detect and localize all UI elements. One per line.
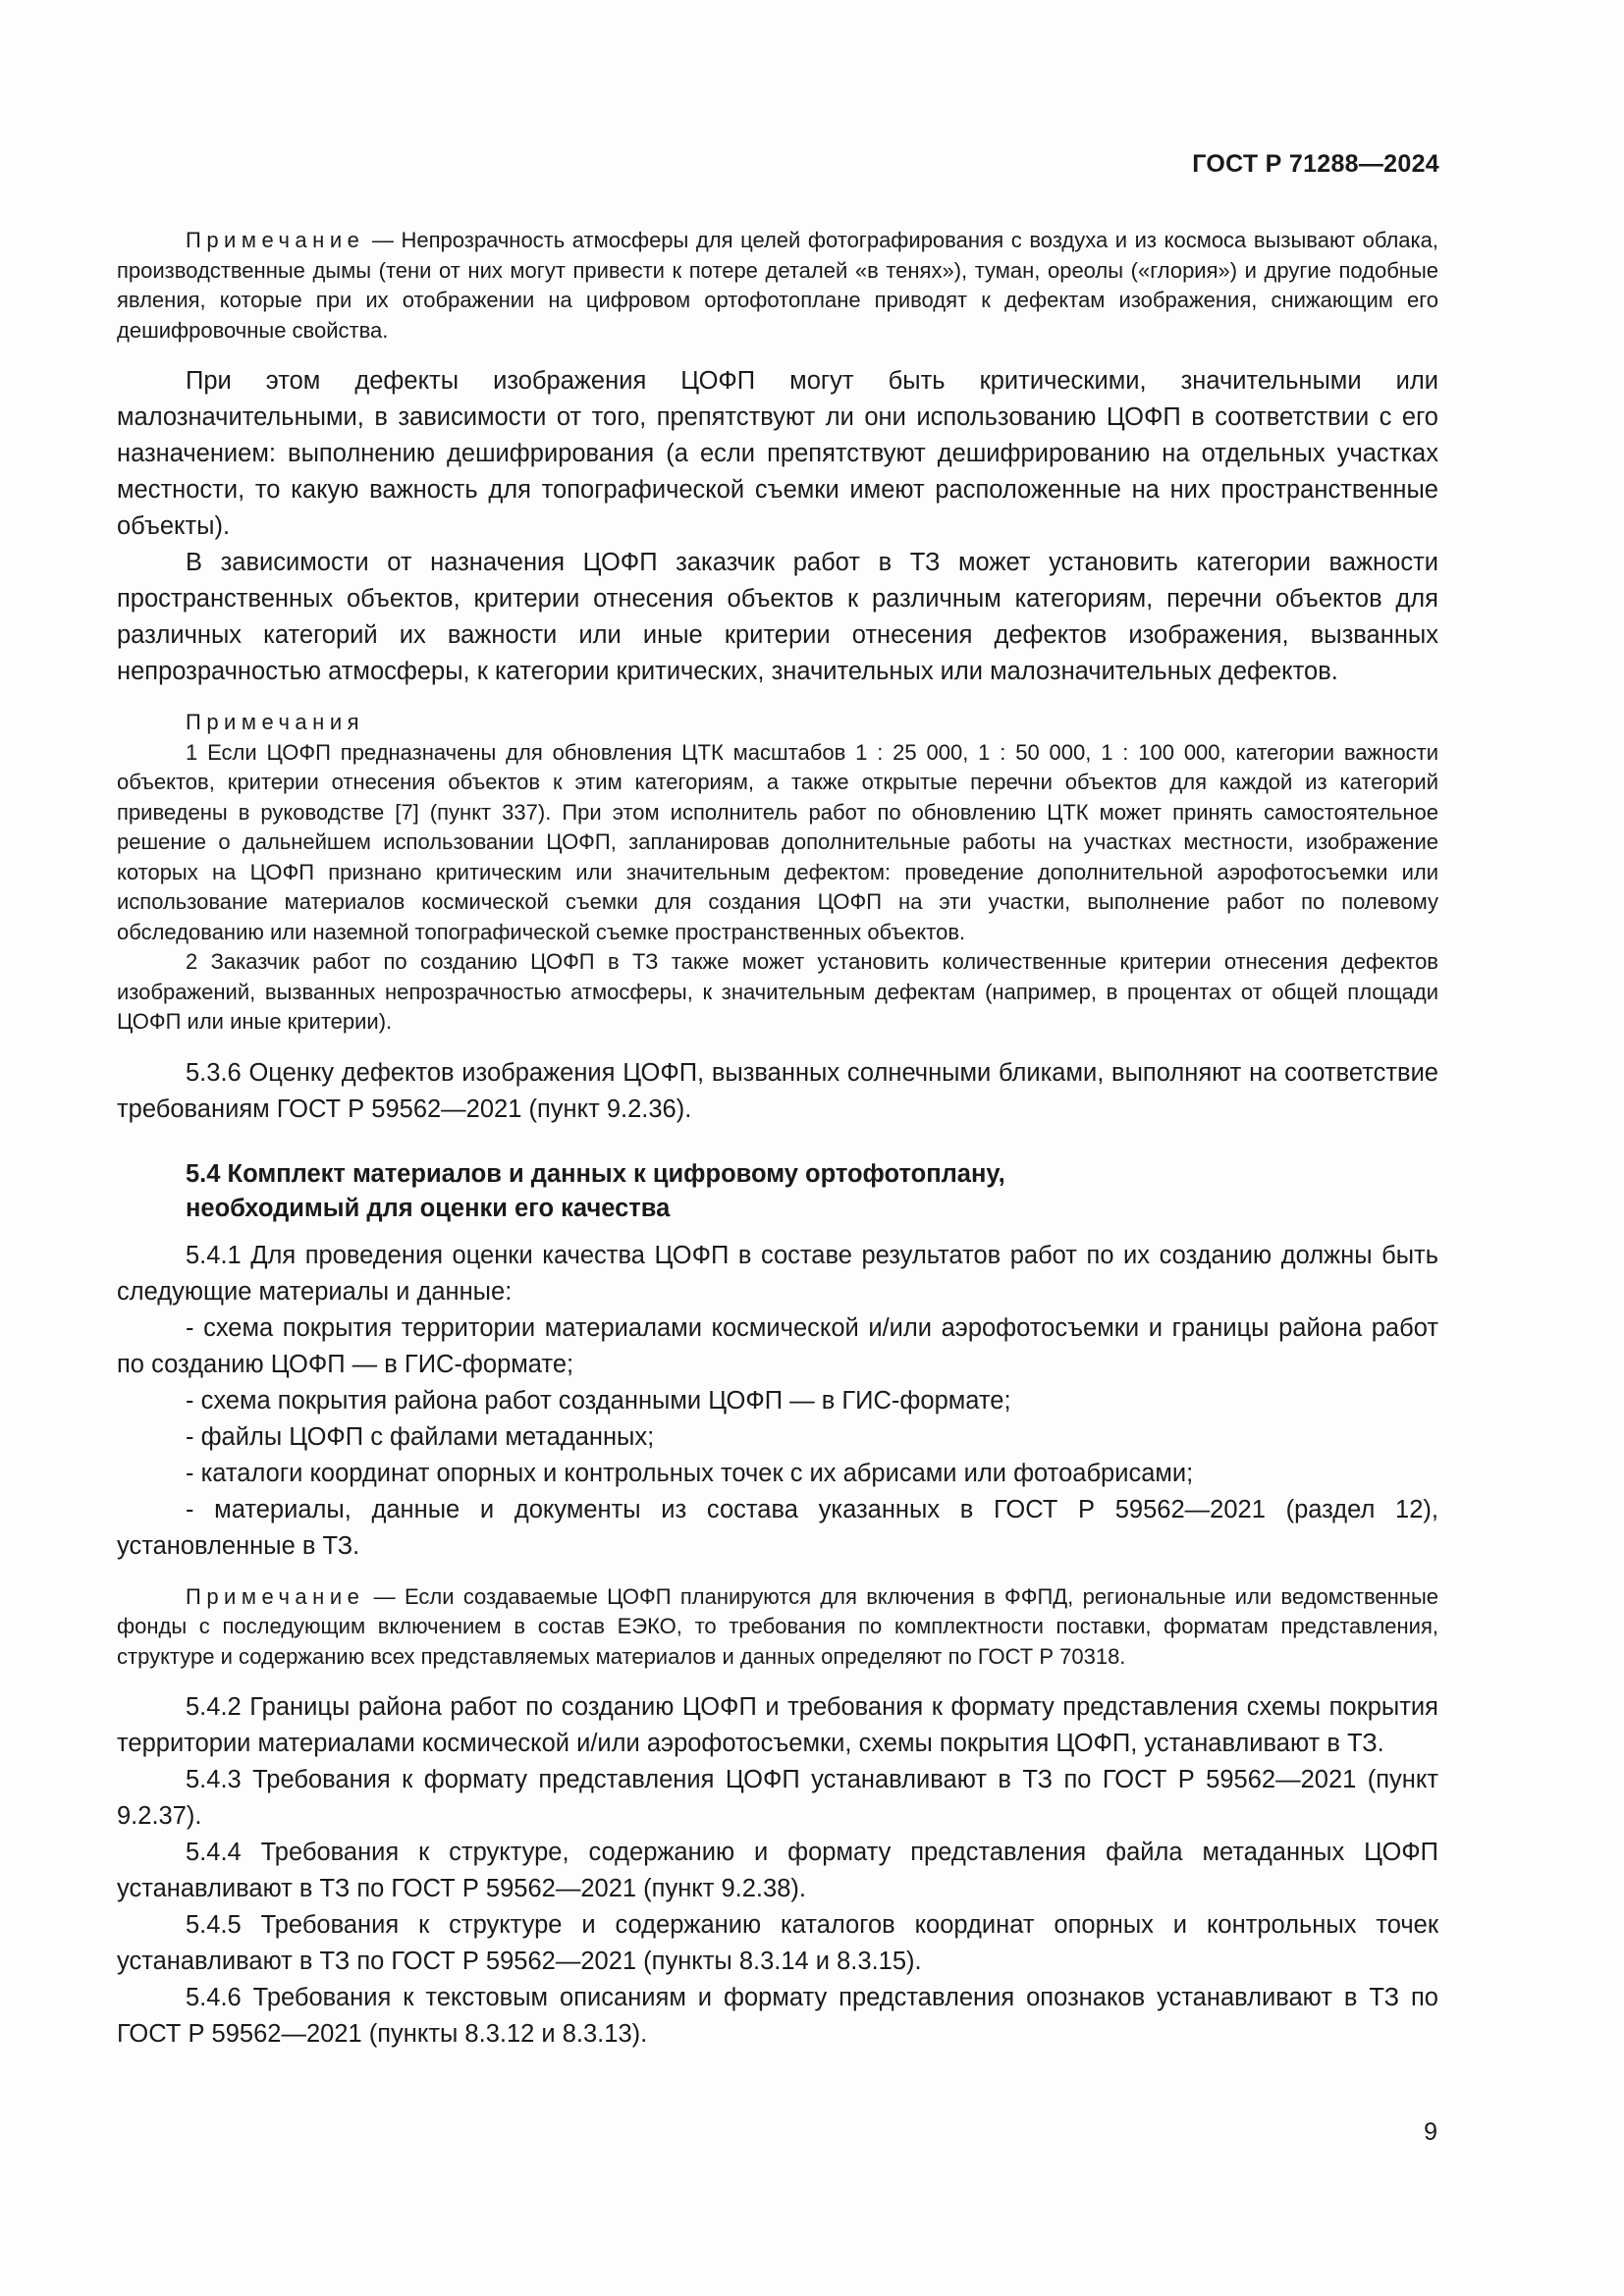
paragraph: При этом дефекты изображения ЦОФП могут быть критическими, значительными или малозначительными, в зависимости от того, препятствуют ли они использованию ЦОФП в соответствии с его назначением: выполнению дешифрирования (а если препятствуют дешифрированию на отдельных участках местности, то какую важность для топографической съемки имеют расположенные на них пространственные объекты). xyxy=(117,367,1438,540)
document-header-title: ГОСТ Р 71288—2024 xyxy=(1192,150,1439,178)
note-text: — Если создаваемые ЦОФП планируются для включения в ФФПД, региональные или ведомственные фонды с последующим включением в состав ЕЭКО, то требования по комплектности поставки, форматам представления, структуре и содержанию всех представляемых материалов и данных определяют по ГОСТ Р 70318. xyxy=(117,1583,1438,1669)
note-block xyxy=(117,1582,1438,1673)
section-heading-5-4: 5.4 Комплект материалов и данных к цифровому ортофотоплану, необходимый для оценки его качества xyxy=(186,1159,1005,1222)
list-item: - каталоги координат опорных и контрольных точек с их абрисами или фотоабрисами; xyxy=(186,1459,1194,1487)
paragraph-5-4-2: 5.4.2 Границы района работ по созданию ЦОФП и требования к формату представления схемы покрытия территории материалами космической и/или аэрофотосъемки, схемы покрытия ЦОФП, устанавливают в ТЗ. xyxy=(117,1693,1438,1757)
note-label: Примечание xyxy=(186,1583,365,1609)
paragraph-5-3-6: 5.3.6 Оценку дефектов изображения ЦОФП, вызванных солнечными бликами, выполняют на соответствие требованиям ГОСТ Р 59562—2021 (пункт 9.2.36). xyxy=(117,1058,1438,1123)
list-item: - схема покрытия территории материалами космической и/или аэрофотосъемки и границы района работ по созданию ЦОФП — в ГИС-формате; xyxy=(117,1313,1438,1378)
document-body xyxy=(117,226,1438,2053)
list-item: - материалы, данные и документы из состава указанных в ГОСТ Р 59562—2021 (раздел 12), установленные в ТЗ. xyxy=(117,1495,1438,1560)
paragraph-5-4-3: 5.4.3 Требования к формату представления ЦОФП устанавливают в ТЗ по ГОСТ Р 59562—2021 (пункт 9.2.37). xyxy=(117,1766,1438,1830)
list-item: - схема покрытия района работ созданными ЦОФП — в ГИС-формате; xyxy=(186,1386,1011,1415)
notes-heading: Примечания xyxy=(186,710,365,734)
note-label: Примечание xyxy=(186,228,365,252)
paragraph: В зависимости от назначения ЦОФП заказчик работ в ТЗ может установить категории важности пространственных объектов, критерии отнесения объектов к различным категориям, перечни объектов для различных категорий их важности или иные критерии отнесения дефектов изображения, вызванных непрозрачностью атмосферы, к категории критических, значительных или малозначительных дефектов. xyxy=(117,549,1438,685)
paragraph-5-4-6: 5.4.6 Требования к текстовым описаниям и формату представления опознаков устанавливают в ТЗ по ГОСТ Р 59562—2021 (пункты 8.3.12 и 8.3.13). xyxy=(117,1984,1438,2048)
list-item: - файлы ЦОФП с файлами метаданных; xyxy=(186,1422,655,1451)
paragraph-5-4-1: 5.4.1 Для проведения оценки качества ЦОФП в составе результатов работ по их созданию должны быть следующие материалы и данные: xyxy=(117,1241,1438,1306)
note-item: 2 Заказчик работ по созданию ЦОФП в ТЗ также может установить количественные критерии отнесения дефектов изображений, вызванных непрозрачностью атмосферы, к значительным дефектам (например, в процентах от общей площади ЦОФП или иные критерии). xyxy=(117,949,1438,1034)
paragraph-5-4-5: 5.4.5 Требования к структуре и содержанию каталогов координат опорных и контрольных точек устанавливают в ТЗ по ГОСТ Р 59562—2021 (пункты 8.3.14 и 8.3.15). xyxy=(117,1911,1438,1975)
note-item: 1 Если ЦОФП предназначены для обновления ЦТК масштабов 1 : 25 000, 1 : 50 000, 1 : 100 000, категории важности объектов, критерии отнесения объектов к этим категориям, а также открытые перечни объектов для каждой из категорий приведены в руководстве [7] (пункт 337). При этом исполнитель работ по обновлению ЦТК может принять самостоятельное решение о дальнейшем использовании ЦОФП, запланировав дополнительные работы на участках местности, изображение которых на ЦОФП признано критическим или значительным дефектом: проведение дополнительной аэрофотосъемки или использование материалов космической съемки для создания ЦОФП на эти участки, выполнение работ по полевому обследованию или наземной топографической съемке пространственных объектов. xyxy=(117,739,1438,944)
page-number: 9 xyxy=(1424,2118,1437,2146)
note-block xyxy=(117,226,1438,346)
note-text: — Непрозрачность атмосферы для целей фотографирования с воздуха и из космоса вызывают облака, производственные дымы (тени от них могут привести к потере деталей «в тенях»), туман, ореолы («глория») и другие подобные явления, которые при их отображении на цифровом ортофотоплане приводят к дефектам изображения, снижающим его дешифровочные свойства. xyxy=(117,228,1438,343)
paragraph-5-4-4: 5.4.4 Требования к структуре, содержанию и формату представления файла метаданных ЦОФП устанавливают в ТЗ по ГОСТ Р 59562—2021 (пункт 9.2.38). xyxy=(117,1839,1438,1902)
